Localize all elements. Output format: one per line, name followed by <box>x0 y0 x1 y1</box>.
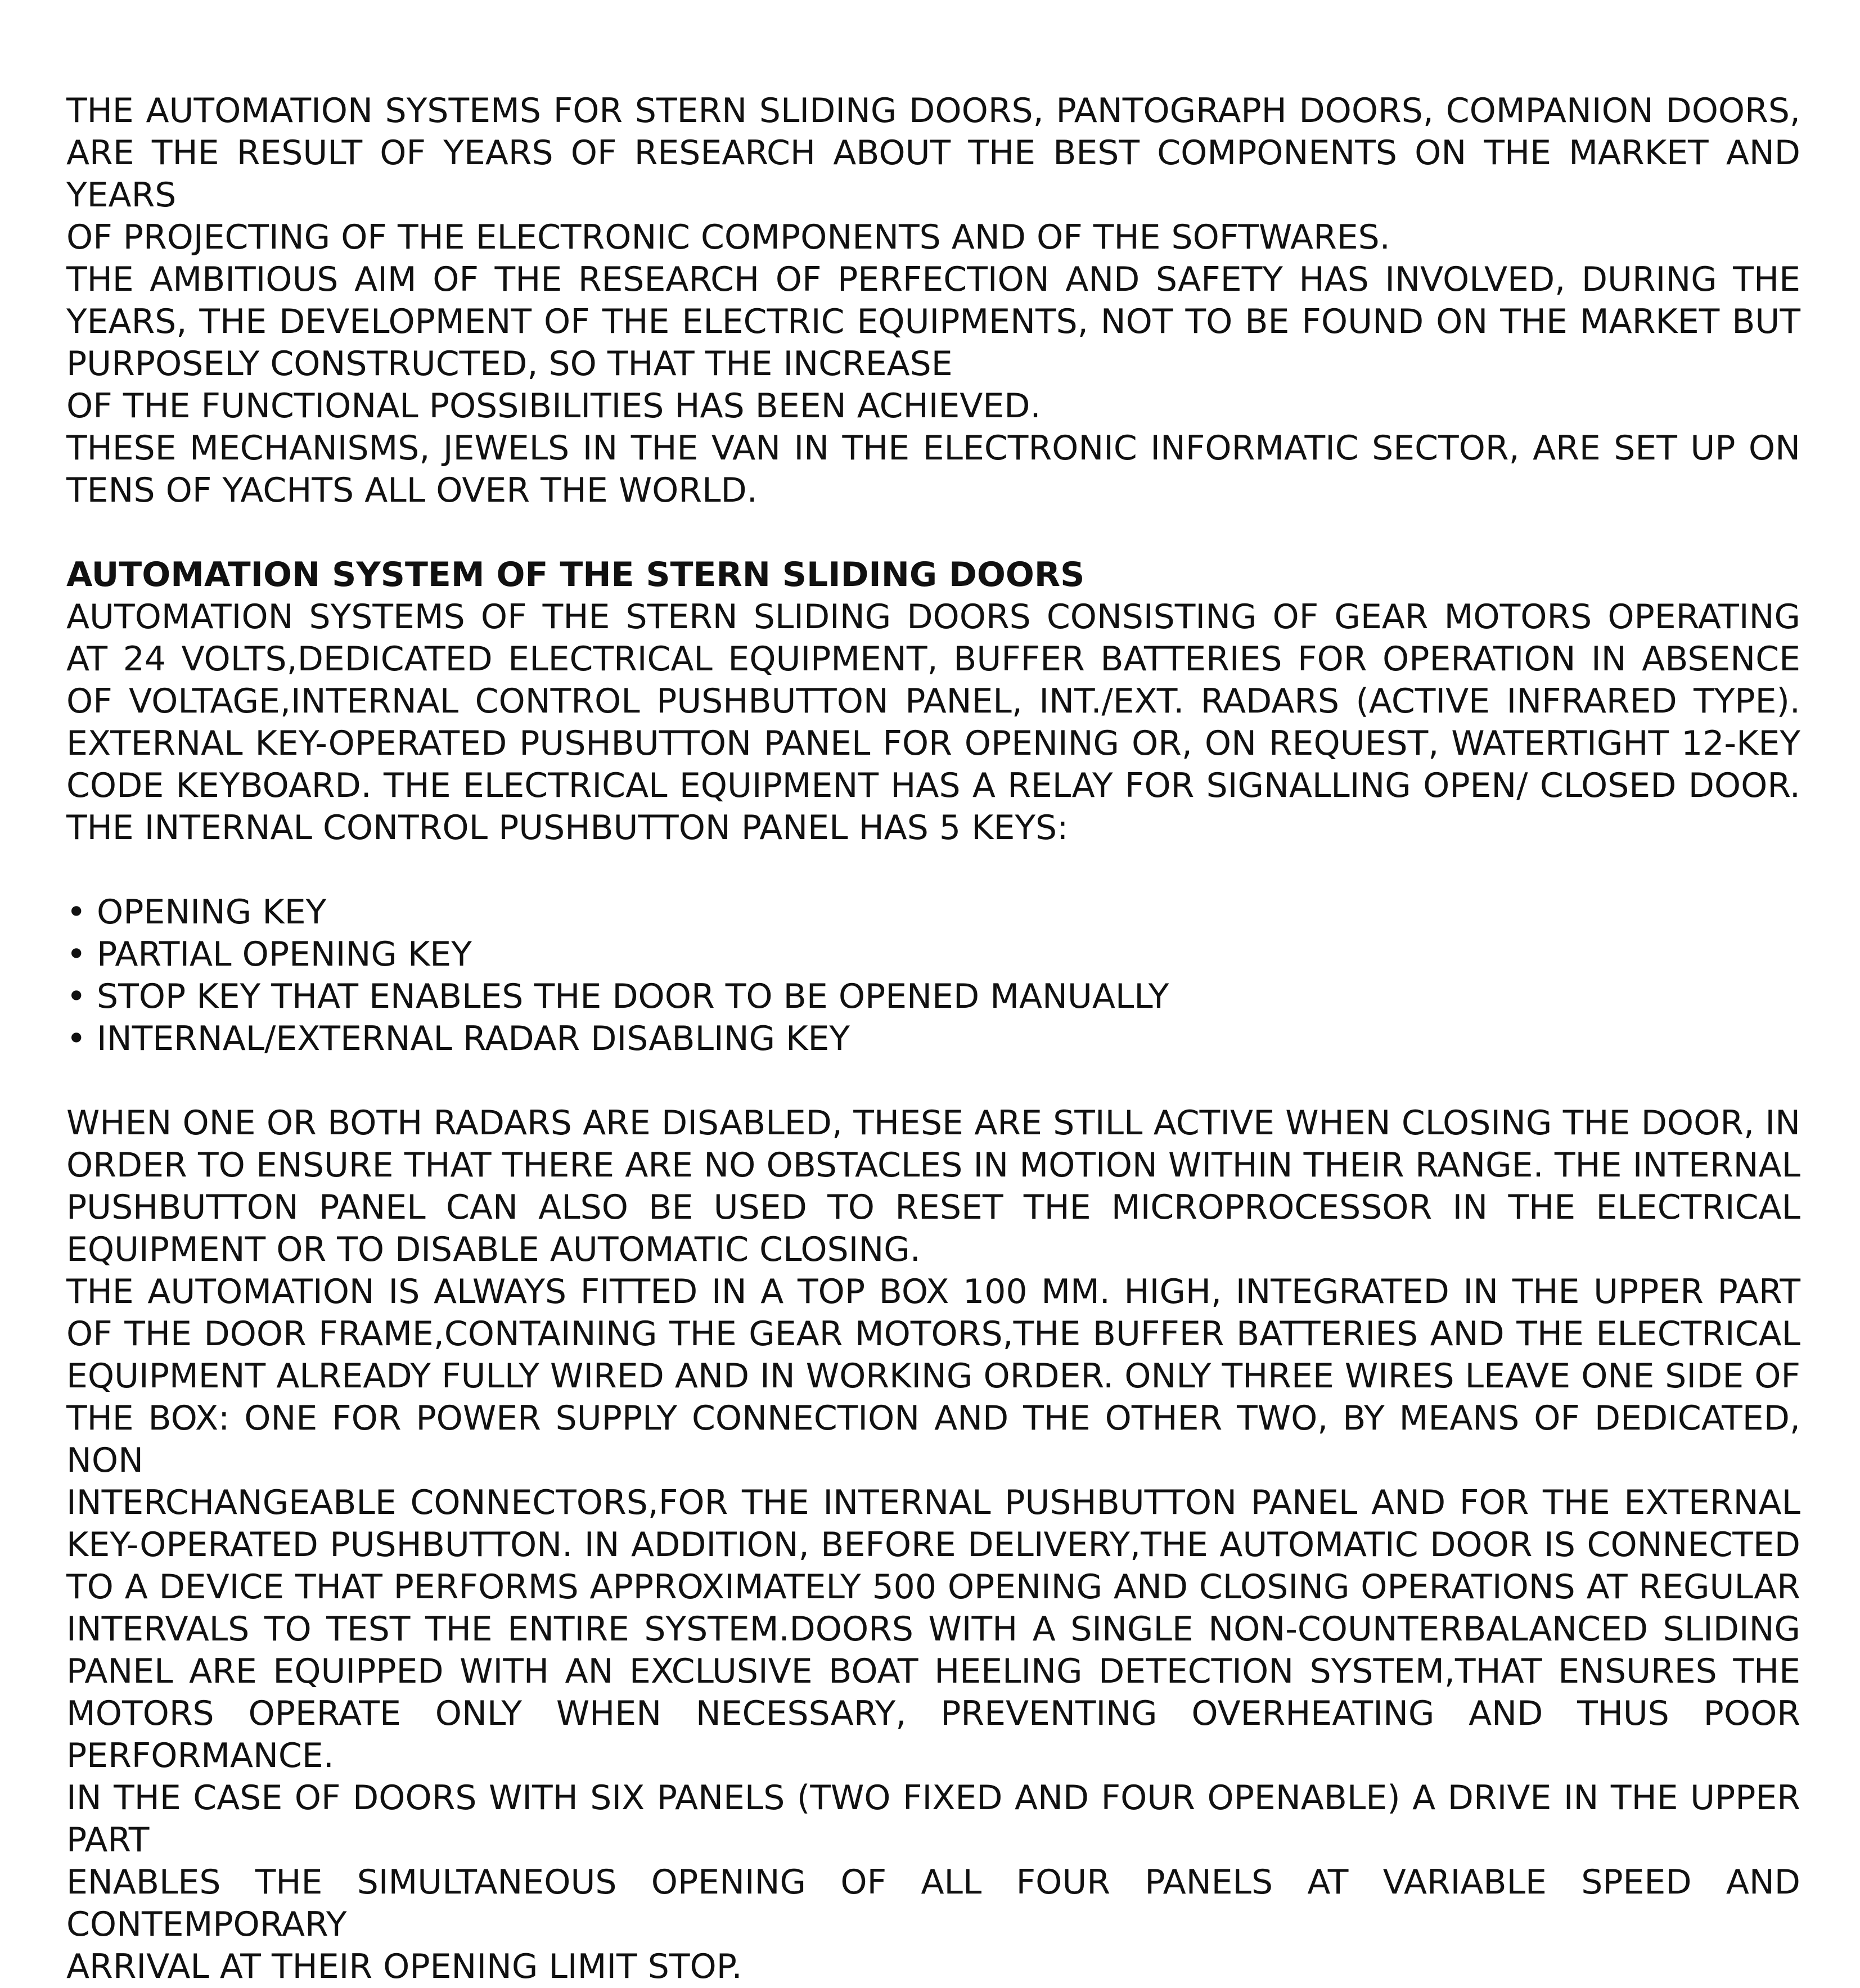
section-heading: AUTOMATION SYSTEM OF THE STERN SLIDING DOORS <box>66 555 1085 594</box>
description-line: AT 24 VOLTS,DEDICATED ELECTRICAL EQUIPMENT, BUFFER BATTERIES FOR OPERATION IN ABSENCE <box>66 639 1800 679</box>
details-line: MOTORS OPERATE ONLY WHEN NECESSARY, PREVENTING OVERHEATING AND THUS POOR PERFORMANCE. <box>66 1694 1800 1775</box>
intro-line: THE AUTOMATION SYSTEMS FOR STERN SLIDING DOORS, PANTOGRAPH DOORS, COMPANION DOORS, <box>66 91 1800 130</box>
description-line: THE INTERNAL CONTROL PUSHBUTTON PANEL HAS 5 KEYS: <box>66 808 1069 848</box>
list-item-text: INTERNAL/EXTERNAL RADAR DISABLING KEY <box>97 1019 850 1058</box>
details-paragraph <box>66 1102 1800 1988</box>
details-line: IN THE CASE OF DOORS WITH SIX PANELS (TWO FIXED AND FOUR OPENABLE) A DRIVE IN THE UPPER PART <box>66 1778 1800 1860</box>
details-line: WHEN ONE OR BOTH RADARS ARE DISABLED, THESE ARE STILL ACTIVE WHEN CLOSING THE DOOR, IN <box>66 1103 1800 1143</box>
bullet-icon: • <box>66 977 87 1016</box>
spacer <box>66 1060 1800 1102</box>
list-item-text: OPENING KEY <box>97 892 327 932</box>
list-item-text: STOP KEY THAT ENABLES THE DOOR TO BE OPENED MANUALLY <box>97 977 1169 1016</box>
details-line: PANEL ARE EQUIPPED WITH AN EXCLUSIVE BOAT HEELING DETECTION SYSTEM,THAT ENSURES THE <box>66 1652 1800 1691</box>
description-line: EXTERNAL KEY-OPERATED PUSHBUTTON PANEL FOR OPENING OR, ON REQUEST, WATERTIGHT 12-KEY <box>66 724 1800 763</box>
intro-line: OF PROJECTING OF THE ELECTRONIC COMPONENTS AND OF THE SOFTWARES. <box>66 218 1390 257</box>
details-line: ORDER TO ENSURE THAT THERE ARE NO OBSTACLES IN MOTION WITHIN THEIR RANGE. THE INTERNAL <box>66 1146 1800 1185</box>
list-item <box>66 891 1800 934</box>
document-page <box>66 90 1800 1988</box>
section-description <box>66 596 1800 849</box>
intro-paragraph <box>66 90 1800 512</box>
bullet-icon: • <box>66 1019 87 1058</box>
bullet-icon: • <box>66 935 87 974</box>
list-item <box>66 976 1800 1018</box>
spacer <box>66 512 1800 554</box>
details-line: THE AUTOMATION IS ALWAYS FITTED IN A TOP BOX 100 MM. HIGH, INTEGRATED IN THE UPPER PART <box>66 1272 1800 1311</box>
details-line: PUSHBUTTON PANEL CAN ALSO BE USED TO RESET THE MICROPROCESSOR IN THE ELECTRICAL <box>66 1188 1800 1227</box>
details-line: EQUIPMENT ALREADY FULLY WIRED AND IN WORKING ORDER. ONLY THREE WIRES LEAVE ONE SIDE OF <box>66 1356 1800 1396</box>
details-line: ENABLES THE SIMULTANEOUS OPENING OF ALL FOUR PANELS AT VARIABLE SPEED AND CONTEMPORARY <box>66 1863 1800 1944</box>
bullet-icon: • <box>66 892 87 932</box>
key-list <box>66 891 1800 1060</box>
details-line: THE BOX: ONE FOR POWER SUPPLY CONNECTION AND THE OTHER TWO, BY MEANS OF DEDICATED, NON <box>66 1399 1800 1480</box>
details-line: KEY-OPERATED PUSHBUTTON. IN ADDITION, BEFORE DELIVERY,THE AUTOMATIC DOOR IS CONNECTED <box>66 1525 1800 1565</box>
list-item-text: PARTIAL OPENING KEY <box>97 935 472 974</box>
intro-line: THE AMBITIOUS AIM OF THE RESEARCH OF PERFECTION AND SAFETY HAS INVOLVED, DURING THE <box>66 260 1800 299</box>
intro-line: OF THE FUNCTIONAL POSSIBILITIES HAS BEEN ACHIEVED. <box>66 386 1041 426</box>
list-item <box>66 934 1800 976</box>
description-line: OF VOLTAGE,INTERNAL CONTROL PUSHBUTTON PANEL, INT./EXT. RADARS (ACTIVE INFRARED TYPE). <box>66 682 1800 721</box>
intro-line: YEARS, THE DEVELOPMENT OF THE ELECTRIC EQUIPMENTS, NOT TO BE FOUND ON THE MARKET BUT <box>66 302 1800 341</box>
description-line: AUTOMATION SYSTEMS OF THE STERN SLIDING DOORS CONSISTING OF GEAR MOTORS OPERATING <box>66 597 1800 637</box>
intro-line: PURPOSELY CONSTRUCTED, SO THAT THE INCREASE <box>66 344 953 384</box>
spacer <box>66 849 1800 891</box>
details-line: INTERCHANGEABLE CONNECTORS,FOR THE INTERNAL PUSHBUTTON PANEL AND FOR THE EXTERNAL <box>66 1483 1800 1522</box>
details-line: ARRIVAL AT THEIR OPENING LIMIT STOP. <box>66 1947 742 1986</box>
description-line: CODE KEYBOARD. THE ELECTRICAL EQUIPMENT HAS A RELAY FOR SIGNALLING OPEN/ CLOSED DOOR. <box>66 766 1800 805</box>
details-line: EQUIPMENT OR TO DISABLE AUTOMATIC CLOSING. <box>66 1230 921 1269</box>
details-line: OF THE DOOR FRAME,CONTAINING THE GEAR MOTORS,THE BUFFER BATTERIES AND THE ELECTRICAL <box>66 1314 1800 1354</box>
intro-line: TENS OF YACHTS ALL OVER THE WORLD. <box>66 471 758 510</box>
intro-line: THESE MECHANISMS, JEWELS IN THE VAN IN THE ELECTRONIC INFORMATIC SECTOR, ARE SET UP ON <box>66 429 1800 468</box>
list-item <box>66 1018 1800 1060</box>
intro-line: ARE THE RESULT OF YEARS OF RESEARCH ABOUT THE BEST COMPONENTS ON THE MARKET AND YEARS <box>66 133 1800 215</box>
details-line: INTERVALS TO TEST THE ENTIRE SYSTEM.DOORS WITH A SINGLE NON-COUNTERBALANCED SLIDING <box>66 1610 1800 1649</box>
details-line: TO A DEVICE THAT PERFORMS APPROXIMATELY 500 OPENING AND CLOSING OPERATIONS AT REGULAR <box>66 1567 1800 1607</box>
